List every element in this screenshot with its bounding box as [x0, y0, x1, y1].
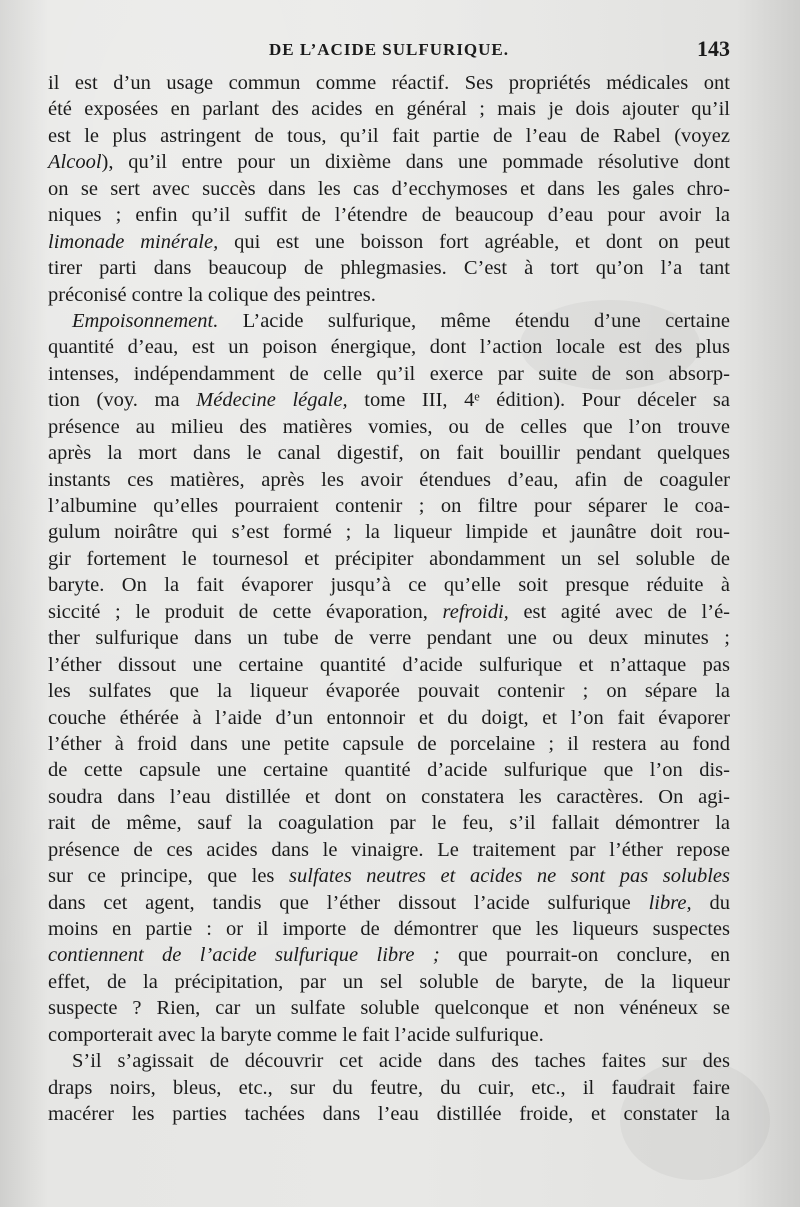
- text-line: [48, 1101, 730, 1127]
- text-line: [48, 890, 730, 916]
- text-segment: tome III, 4ᵉ édition). Pour déceler sa: [347, 389, 730, 412]
- text-line: [48, 387, 730, 413]
- text-line: [48, 784, 730, 810]
- text-line: [48, 70, 730, 96]
- text-line: [48, 149, 730, 175]
- text-segment: niques ; enfin qu’il suffit de l’étendre de beaucoup d’eau pour avoir la: [48, 204, 730, 227]
- text-segment: quantité d’eau, est un poison énergique, dont l’action locale est des plus: [48, 336, 730, 359]
- text-segment: de cette capsule une certaine quantité d’acide sulfurique que l’on dis-: [48, 759, 730, 782]
- text-line: [48, 414, 730, 440]
- text-segment: effet, de la précipitation, par un sel soluble de baryte, de la liqueur: [48, 970, 730, 993]
- text-segment: suspecte ? Rien, car un sulfate soluble quelconque et non vénéneux se: [48, 997, 730, 1020]
- text-segment: macérer les parties tachées dans l’eau distillée froide, et constater la: [48, 1103, 730, 1126]
- body-text: [48, 70, 730, 1128]
- italic-text: libre,: [648, 891, 692, 914]
- text-line: [48, 863, 730, 889]
- text-segment: il est d’un usage commun comme réactif. Ses propriétés médicales ont: [48, 72, 730, 94]
- text-line: [48, 810, 730, 836]
- text-segment: présence au milieu des matières vomies, ou de celles que l’on trouve: [48, 415, 730, 438]
- text-line: [48, 176, 730, 202]
- text-line: [48, 995, 730, 1021]
- text-line: [48, 519, 730, 545]
- text-line: [48, 96, 730, 122]
- text-line: [48, 229, 730, 255]
- text-segment: soudra dans l’eau distillée et dont on constatera les caractères. On agi-: [48, 785, 730, 808]
- text-segment: comporterait avec la baryte comme le fait l’acide sulfurique.: [48, 1023, 544, 1046]
- text-segment: présence de ces acides dans le vinaigre. Le traitement par l’éther repose: [48, 838, 730, 861]
- text-segment: tion (voy. ma: [48, 389, 197, 412]
- text-line: [48, 916, 730, 942]
- text-line: [48, 308, 730, 334]
- text-line: [48, 705, 730, 731]
- text-segment: l’éther dissout une certaine quantité d’acide sulfurique et n’attaque pas: [48, 653, 730, 676]
- text-segment: sur ce principe, que les: [48, 865, 290, 888]
- text-line: [48, 652, 730, 678]
- text-line: [48, 361, 730, 387]
- text-segment: du: [691, 891, 731, 914]
- italic-text: refroidi,: [442, 600, 509, 623]
- text-line: [48, 1048, 730, 1074]
- text-line: [48, 599, 730, 625]
- text-line: [48, 440, 730, 466]
- text-line: [48, 202, 730, 228]
- text-segment: dans cet agent, tandis que l’éther dissout l’acide sulfurique: [48, 891, 649, 914]
- text-segment: siccité ; le produit de cette évaporation,: [48, 600, 443, 623]
- text-segment: qui est une boisson fort agréable, et dont on peut: [218, 230, 730, 253]
- text-segment: couche éthérée à l’aide d’un entonnoir et du doigt, et l’on fait évaporer: [48, 706, 730, 729]
- text-line: [48, 255, 730, 281]
- italic-text: sulfates neutres et acides ne sont pas solubles: [289, 865, 731, 888]
- text-segment: moins en partie : or il importe de démontrer que les liqueurs suspectes: [48, 918, 730, 940]
- text-line: [48, 757, 730, 783]
- text-line: [48, 467, 730, 493]
- text-line: [48, 625, 730, 651]
- text-segment: préconisé contre la colique des peintres.: [48, 283, 376, 306]
- text-segment: on se sert avec succès dans les cas d’ecchymoses et dans les gales chro-: [48, 177, 730, 200]
- text-line: [48, 969, 730, 995]
- italic-text: Médecine légale,: [196, 389, 348, 412]
- text-segment: que pourrait-on conclure, en: [439, 944, 730, 967]
- text-segment: après la mort dans le canal digestif, on fait bouillir pendant quelques: [48, 442, 730, 465]
- text-segment: S’il s’agissait de découvrir cet acide dans des taches faites sur des: [72, 1050, 730, 1073]
- text-line: [48, 334, 730, 360]
- text-segment: ther sulfurique dans un tube de verre pendant une ou deux minutes ;: [48, 627, 730, 650]
- text-segment: les sulfates que la liqueur évaporée pouvait contenir ; on sépare la: [48, 680, 730, 703]
- text-line: [48, 282, 730, 308]
- text-segment: l’éther à froid dans une petite capsule de porcelaine ; il restera au fond: [48, 732, 730, 755]
- text-segment: est le plus astringent de tous, qu’il fait partie de l’eau de Rabel (voyez: [48, 124, 730, 147]
- text-segment: été exposées en parlant des acides en général ; mais je dois ajouter qu’il: [48, 98, 730, 121]
- text-line: [48, 942, 730, 968]
- text-line: [48, 1022, 730, 1048]
- text-segment: tirer parti dans beaucoup de phlegmasies. C’est à tort qu’on l’a tant: [48, 257, 730, 280]
- text-line: [48, 546, 730, 572]
- text-segment: gulum noirâtre qui s’est formé ; la liqueur limpide et jaunâtre doit rou-: [48, 521, 730, 544]
- running-title: DE L’ACIDE SULFURIQUE.: [268, 40, 510, 59]
- text-line: [48, 837, 730, 863]
- text-segment: draps noirs, bleus, etc., sur du feutre, du cuir, etc., il faudrait faire: [48, 1076, 730, 1099]
- text-segment: baryte. On la fait évaporer jusqu’à ce qu’elle soit presque réduite à: [48, 574, 730, 597]
- text-segment: L’acide sulfurique, même étendu d’une certaine: [218, 309, 730, 332]
- page-number: 143: [697, 36, 730, 61]
- italic-text: Empoisonnement.: [72, 309, 219, 332]
- text-line: [48, 572, 730, 598]
- text-line: [48, 1075, 730, 1101]
- text-segment: intenses, indépendamment de celle qu’il exerce par suite de son absorp-: [48, 362, 730, 385]
- italic-text: contiennent de l’acide sulfurique libre ;: [48, 944, 440, 967]
- text-segment: gir fortement le tournesol et précipiter abondamment un sel soluble de: [48, 547, 730, 570]
- italic-text: Alcool: [48, 151, 102, 174]
- text-line: [48, 678, 730, 704]
- running-head: [48, 36, 730, 64]
- text-line: [48, 493, 730, 519]
- italic-text: limonade minérale,: [48, 230, 219, 253]
- text-segment: ), qu’il entre pour un dixième dans une pommade résolutive dont: [101, 151, 730, 174]
- text-line: [48, 731, 730, 757]
- text-segment: est agité avec de l’é-: [508, 600, 730, 623]
- text-segment: l’albumine qu’elles pourraient contenir ; on filtre pour séparer le coa-: [48, 495, 730, 517]
- text-line: [48, 123, 730, 149]
- text-segment: rait de même, sauf la coagulation par le feu, s’il fallait démontrer la: [48, 812, 730, 835]
- text-segment: instants ces matières, après les avoir étendues d’eau, afin de coaguler: [48, 468, 730, 491]
